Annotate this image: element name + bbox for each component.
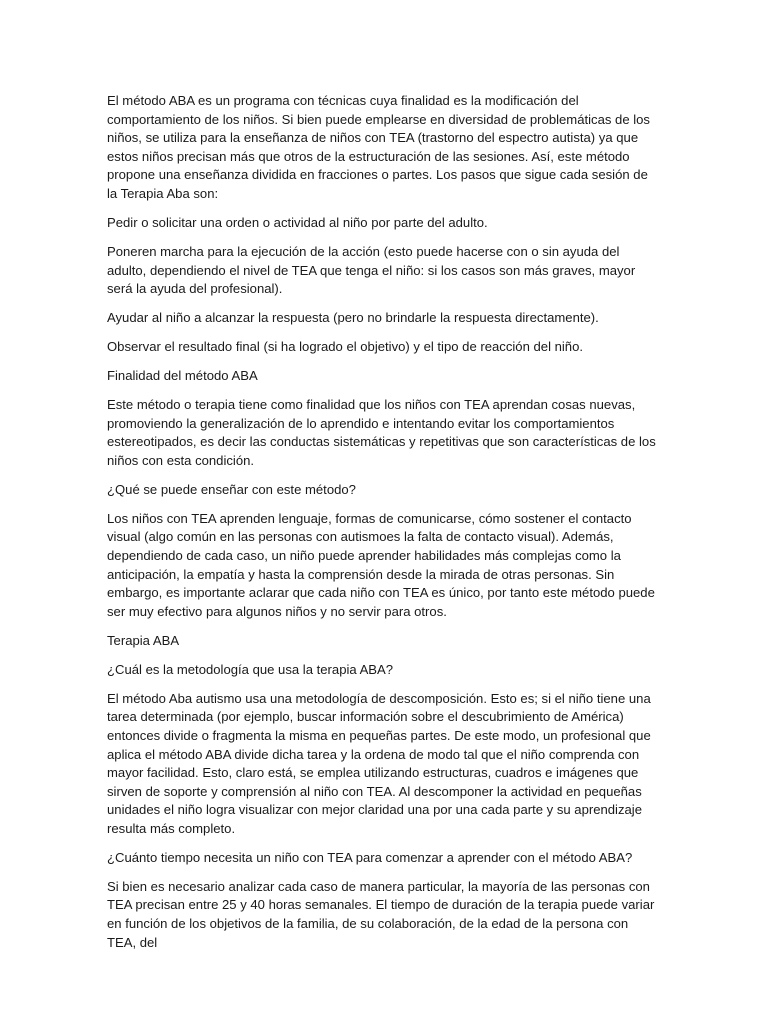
paragraph-intro: El método ABA es un programa con técnicas cuya finalidad es la modificación del comportamiento de los niños. Si bien puede emplearse en diversidad de problemáticas de los niños, se utiliza para la enseñanza de niños con TEA (trastorno del espectro autista) ya que estos niños precisan más que otros de la estructuración de las sesiones. Así, este método propone una enseñanza dividida en fracciones o partes. Los pasos que sigue cada sesión de la Terapia Aba son:: [107, 93, 650, 201]
step-start-action: Poneren marcha para la ejecución de la acción (esto puede hacerse con o sin ayuda del adulto, dependiendo el nivel de TEA que tenga el niño: si los casos son más graves, mayor será la ayuda del profesional).: [107, 243, 636, 297]
heading-que-ensenar: ¿Qué se puede enseñar con este método?: [107, 481, 356, 497]
paragraph-que-ensenar: Los niños con TEA aprenden lenguaje, formas de comunicarse, cómo sostener el contacto visual (algo común en las personas con autismoes la falta de contacto visual). Además, dependiendo de cada caso, un niño puede aprender habilidades más complejas como la anticipación, la empatía y hasta la comprensión desde la mirada de otras personas. Sin embargo, es importante aclarar que cada niño con TEA es único, por tanto este método puede ser muy efectivo para algunos niños y no servir para otros.: [107, 510, 655, 619]
step-observe-result: Observar el resultado final (si ha logrado el objetivo) y el tipo de reacción del niño.: [107, 339, 584, 355]
document-body: [107, 92, 659, 963]
heading-terapia-aba: Terapia ABA: [107, 632, 180, 648]
step-request-order: Pedir o solicitar una orden o actividad al niño por parte del adulto.: [107, 214, 488, 230]
paragraph-cuanto-tiempo: Si bien es necesario analizar cada caso de manera particular, la mayoría de las personas con TEA precisan entre 25 y 40 horas semanales. El tiempo de duración de la terapia puede variar en función de los objetivos de la familia, de su colaboración, de la edad de la persona con TEA, del: [107, 878, 655, 950]
heading-metodologia: ¿Cuál es la metodología que usa la terapia ABA?: [107, 661, 394, 677]
heading-finalidad: Finalidad del método ABA: [107, 368, 258, 384]
step-help-response: Ayudar al niño a alcanzar la respuesta (pero no brindarle la respuesta directamente).: [107, 310, 599, 326]
paragraph-finalidad: Este método o terapia tiene como finalidad que los niños con TEA aprendan cosas nuevas, promoviendo la generalización de lo aprendido e intentando evitar los comportamientos estereotipados, es decir las conductas sistemáticas y repetitivas que son características de los niños con esta condición.: [107, 397, 656, 468]
paragraph-metodologia: El método Aba autismo usa una metodología de descomposición. Esto es; si el niño tiene una tarea determinada (por ejemplo, buscar información sobre el descubrimiento de América) entonces divide o fragmenta la misma en pequeñas partes. De este modo, un profesional que aplica el método ABA divide dicha tarea y la ordena de modo tal que el niño comprenda con mayor facilidad. Esto, claro está, se emplea utilizando estructuras, cuadros e imágenes que sirven de soporte y comprensión al niño con TEA. Al descomponer la actividad en pequeñas unidades el niño logra visualizar con mejor claridad una por una cada parte y su aprendizaje resulta más completo.: [107, 690, 651, 836]
heading-cuanto-tiempo: ¿Cuánto tiempo necesita un niño con TEA para comenzar a aprender con el método ABA?: [107, 849, 633, 865]
